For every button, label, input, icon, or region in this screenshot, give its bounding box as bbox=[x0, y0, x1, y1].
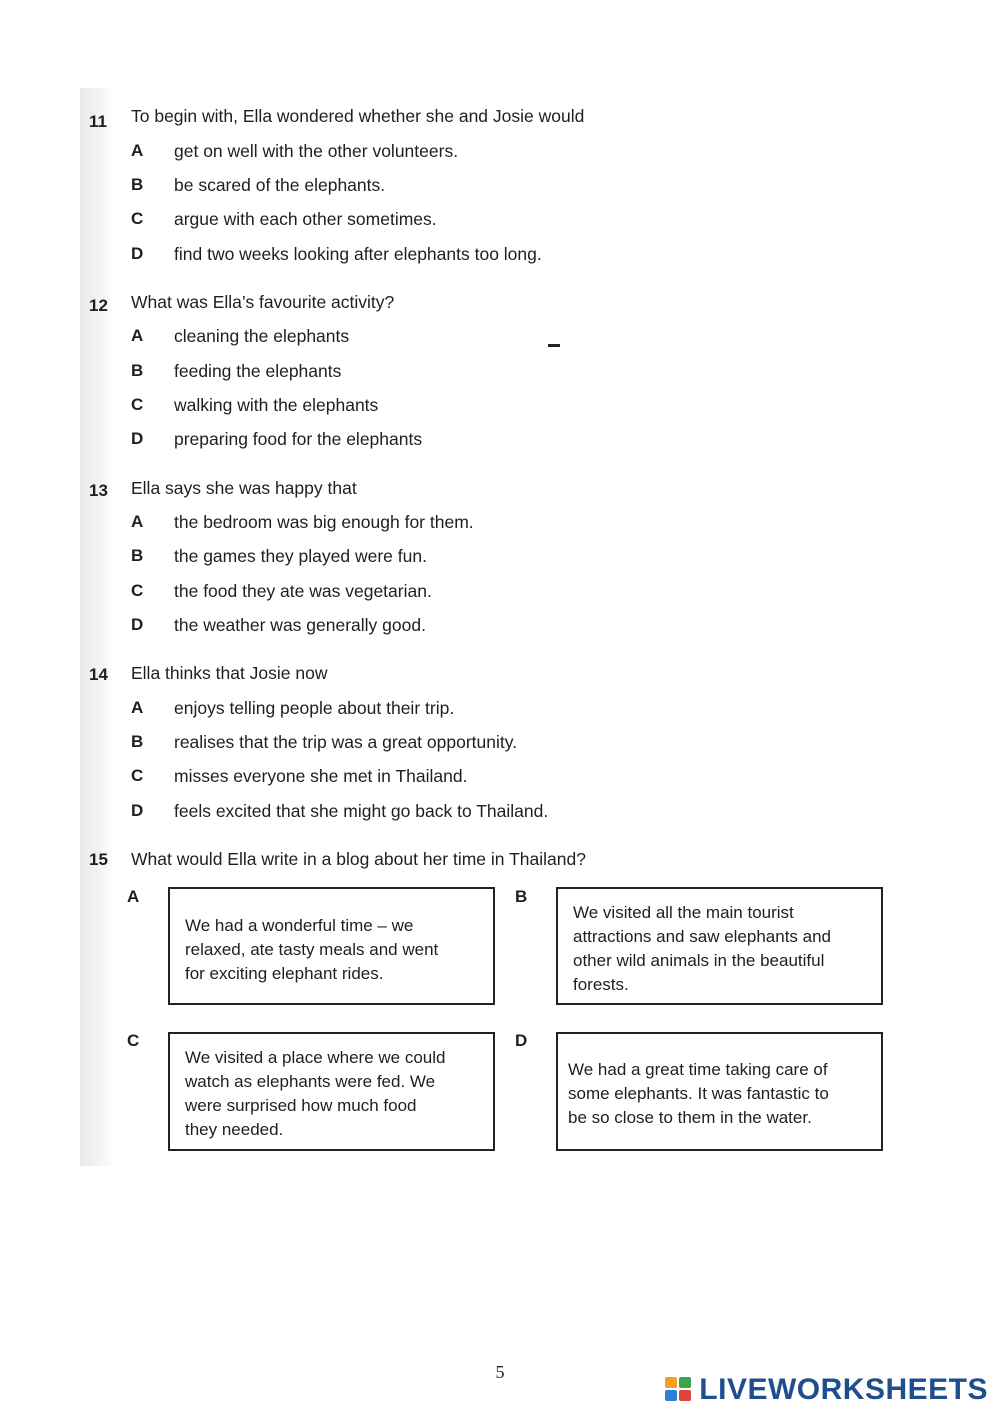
question-stem: What would Ella write in a blog about her time in Thailand? bbox=[131, 849, 586, 869]
option-letter: A bbox=[131, 326, 144, 345]
option-letter: B bbox=[131, 175, 144, 194]
box-line: We had a wonderful time – we bbox=[185, 916, 414, 935]
option-letter: A bbox=[131, 512, 144, 531]
option-text: argue with each other sometimes. bbox=[174, 209, 437, 229]
box-line: attractions and saw elephants and bbox=[573, 927, 832, 946]
box-line: forests. bbox=[573, 975, 629, 994]
option-letter: B bbox=[131, 546, 144, 565]
question-stem: To begin with, Ella wondered whether she and Josie would bbox=[131, 106, 585, 126]
box-letter-c[interactable]: C bbox=[127, 1031, 140, 1050]
option-12-c[interactable] bbox=[0, 395, 1000, 419]
option-letter: D bbox=[131, 244, 144, 263]
box-line: watch as elephants were fed. We bbox=[185, 1072, 436, 1091]
option-text: feels excited that she might go back to Thailand. bbox=[174, 801, 549, 821]
option-text: walking with the elephants bbox=[174, 395, 379, 415]
option-14-b[interactable] bbox=[0, 732, 1000, 756]
box-line: be so close to them in the water. bbox=[568, 1108, 812, 1127]
option-12-d[interactable] bbox=[0, 429, 1000, 453]
question-number: 13 bbox=[89, 481, 108, 500]
option-text: cleaning the elephants bbox=[174, 326, 350, 346]
brand-name: LIVEWORKSHEETS bbox=[699, 1373, 988, 1406]
blog-option-a[interactable] bbox=[168, 887, 495, 1005]
box-line: We had a great time taking care of bbox=[568, 1060, 828, 1079]
option-letter: B bbox=[131, 732, 144, 751]
box-line: relaxed, ate tasty meals and went bbox=[185, 940, 439, 959]
option-text: misses everyone she met in Thailand. bbox=[174, 766, 468, 786]
option-text: realises that the trip was a great opportunity. bbox=[174, 732, 518, 752]
option-11-d[interactable] bbox=[0, 244, 1000, 268]
option-text: preparing food for the elephants bbox=[174, 429, 423, 449]
box-line: We visited a place where we could bbox=[185, 1048, 446, 1067]
option-letter: D bbox=[131, 801, 144, 820]
box-letter-b[interactable]: B bbox=[515, 887, 528, 906]
liveworksheets-logo-icon bbox=[665, 1377, 695, 1403]
option-letter: D bbox=[131, 429, 144, 448]
option-letter: A bbox=[131, 698, 144, 717]
blog-option-c[interactable] bbox=[168, 1032, 495, 1151]
question-number: 11 bbox=[89, 112, 107, 131]
blog-option-b[interactable] bbox=[556, 887, 883, 1005]
box-line: they needed. bbox=[185, 1120, 284, 1139]
option-text: get on well with the other volunteers. bbox=[174, 141, 459, 161]
option-12-a[interactable] bbox=[0, 326, 1000, 350]
box-line: for exciting elephant rides. bbox=[185, 964, 384, 983]
option-letter: C bbox=[131, 581, 144, 600]
option-text: enjoys telling people about their trip. bbox=[174, 698, 455, 718]
option-13-a[interactable] bbox=[0, 512, 1000, 536]
option-14-c[interactable] bbox=[0, 766, 1000, 790]
option-text: the food they ate was vegetarian. bbox=[174, 581, 432, 601]
option-text: the games they played were fun. bbox=[174, 546, 427, 566]
box-line: We visited all the main tourist bbox=[573, 903, 794, 922]
question-number: 12 bbox=[89, 296, 108, 315]
option-11-a[interactable] bbox=[0, 141, 1000, 165]
question-stem: Ella says she was happy that bbox=[131, 478, 357, 498]
brand-footer bbox=[665, 1372, 988, 1408]
box-line: other wild animals in the beautiful bbox=[573, 951, 825, 970]
question-number: 14 bbox=[89, 665, 108, 684]
option-letter: B bbox=[131, 361, 144, 380]
question-stem: Ella thinks that Josie now bbox=[131, 663, 328, 683]
option-11-b[interactable] bbox=[0, 175, 1000, 199]
question-number: 15 bbox=[89, 850, 108, 869]
option-text: find two weeks looking after elephants too long. bbox=[174, 244, 542, 264]
option-13-d[interactable] bbox=[0, 615, 1000, 639]
option-14-d[interactable] bbox=[0, 801, 1000, 825]
option-letter: C bbox=[131, 395, 144, 414]
box-line: some elephants. It was fantastic to bbox=[568, 1084, 829, 1103]
box-letter-d[interactable]: D bbox=[515, 1031, 528, 1050]
box-letter-a[interactable]: A bbox=[127, 887, 140, 906]
option-text: the weather was generally good. bbox=[174, 615, 426, 635]
option-text: the bedroom was big enough for them. bbox=[174, 512, 474, 532]
page-number: 5 bbox=[495, 1362, 505, 1382]
stray-mark bbox=[548, 344, 560, 347]
option-text: feeding the elephants bbox=[174, 361, 342, 381]
option-13-b[interactable] bbox=[0, 546, 1000, 570]
option-letter: C bbox=[131, 209, 144, 228]
option-11-c[interactable] bbox=[0, 209, 1000, 233]
option-13-c[interactable] bbox=[0, 581, 1000, 605]
option-14-a[interactable] bbox=[0, 698, 1000, 722]
option-12-b[interactable] bbox=[0, 361, 1000, 385]
option-letter: A bbox=[131, 141, 144, 160]
option-letter: D bbox=[131, 615, 144, 634]
box-line: were surprised how much food bbox=[185, 1096, 417, 1115]
option-letter: C bbox=[131, 766, 144, 785]
blog-option-d[interactable] bbox=[556, 1032, 883, 1151]
option-text: be scared of the elephants. bbox=[174, 175, 386, 195]
question-stem: What was Ella’s favourite activity? bbox=[131, 292, 395, 312]
